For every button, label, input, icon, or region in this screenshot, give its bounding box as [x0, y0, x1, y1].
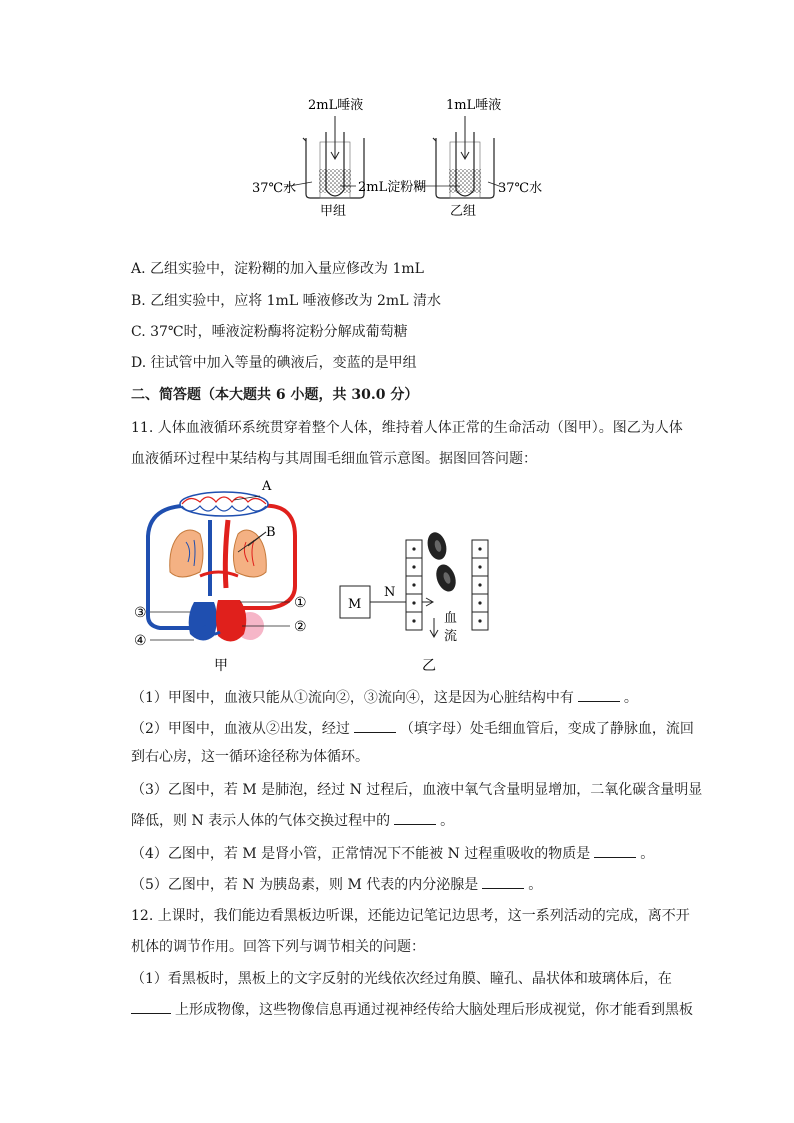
- q11-sub2-cont: 到右心房，这一循环途径称为体循环。: [131, 749, 369, 765]
- option-a: A. 乙组实验中，淀粉糊的加入量应修改为 1mL: [131, 261, 424, 277]
- q11-sub1-end: 。: [623, 690, 638, 706]
- label-starch: 2mL淀粉糊: [358, 180, 427, 195]
- q11-sub5: [131, 874, 731, 895]
- label-a: A: [262, 479, 272, 494]
- q12-sub1-text: 上形成物像，这些物像信息再通过视神经传给大脑处理后形成视觉，你才能看到黑板: [175, 1002, 693, 1018]
- label-b: B: [266, 525, 276, 540]
- label-n: N: [384, 585, 396, 600]
- answer-blank[interactable]: [131, 999, 171, 1014]
- option-c: C. 37℃时，唾液淀粉酶将淀粉分解成葡萄糖: [131, 324, 408, 340]
- q12-sub1: （1）看黑板时，黑板上的文字反射的光线依次经过角膜、瞳孔、晶状体和玻璃体后，在: [131, 971, 672, 987]
- label-3: ③: [134, 605, 147, 621]
- label-water-left: 37℃水: [252, 181, 297, 196]
- q11-sub2-text: （2）甲图中，血液从②出发，经过: [131, 721, 350, 737]
- label-2: ②: [294, 619, 307, 635]
- q11-sub4-end: 。: [640, 846, 655, 862]
- label-flow: 流: [444, 629, 458, 644]
- q11-sub5-text: （5）乙图中，若 N 为胰岛素，则 M 代表的内分泌腺是: [131, 877, 479, 893]
- q11-sub4: [131, 843, 731, 864]
- label-1: ①: [294, 595, 307, 611]
- label-group-yi: 乙组: [450, 204, 477, 219]
- q11-sub3: （3）乙图中，若 M 是肺泡，经过 N 过程后，血液中氧气含量明显增加，二氧化碳含量明显: [131, 782, 703, 798]
- label-saliva-1ml: 1mL唾液: [446, 98, 502, 113]
- label-blood: 血: [444, 611, 458, 626]
- answer-blank[interactable]: [594, 843, 636, 858]
- q11-sub2-text-2: （填字母）处毛细血管后，变成了静脉血，流回: [399, 721, 694, 737]
- q11-intro-line2: 血液循环过程中某结构与其周围毛细血管示意图。据图回答问题：: [131, 451, 537, 467]
- label-saliva-2ml: 2mL唾液: [308, 98, 364, 113]
- q11-sub4-text: （4）乙图中，若 M 是肾小管，正常情况下不能被 N 过程重吸收的物质是: [131, 846, 591, 862]
- answer-blank[interactable]: [482, 874, 524, 889]
- q12-intro-line2: 机体的调节作用。回答下列与调节相关的问题：: [131, 939, 425, 955]
- section-title: 二、简答题（本大题共 6 小题，共 30.0 分）: [131, 387, 419, 403]
- q11-sub3-end: 。: [440, 813, 455, 829]
- q11-sub5-end: 。: [528, 877, 543, 893]
- beaker-experiment-figure: [240, 92, 560, 224]
- label-m: M: [348, 597, 362, 612]
- caption-jia: 甲: [214, 658, 228, 674]
- option-d: D. 往试管中加入等量的碘液后，变蓝的是甲组: [131, 355, 417, 371]
- capillary-diagram-yi: [336, 526, 506, 676]
- q12-intro-line1: 12. 上课时，我们能边看黑板边听课，还能边记笔记边思考，这一系列活动的完成，离不开: [131, 908, 690, 924]
- answer-blank[interactable]: [394, 810, 436, 825]
- circulation-diagram-jia: [130, 476, 320, 674]
- q11-sub3-text: 降低，则 N 表示人体的气体交换过程中的: [131, 813, 391, 829]
- q11-intro-line1: 11. 人体血液循环系统贯穿着整个人体，维持着人体正常的生命活动（图甲）。图乙为人体: [131, 420, 683, 436]
- cell-column-left: [406, 540, 422, 630]
- q12-sub1-cont: [131, 999, 731, 1020]
- label-4: ④: [134, 633, 147, 649]
- cell-column-right: [472, 540, 488, 630]
- option-b: B. 乙组实验中，应将 1mL 唾液修改为 2mL 清水: [131, 293, 441, 309]
- answer-blank[interactable]: [578, 687, 620, 702]
- label-water-right: 37℃水: [498, 181, 543, 196]
- answer-blank[interactable]: [354, 718, 396, 733]
- caption-yi: 乙: [422, 658, 436, 674]
- q11-sub1: [131, 687, 731, 708]
- q11-sub2: [131, 718, 731, 739]
- q11-sub3-cont: [131, 810, 731, 831]
- q11-sub1-text: （1）甲图中，血液只能从①流向②，③流向④，这是因为心脏结构中有: [131, 690, 574, 706]
- label-group-jia: 甲组: [320, 204, 347, 219]
